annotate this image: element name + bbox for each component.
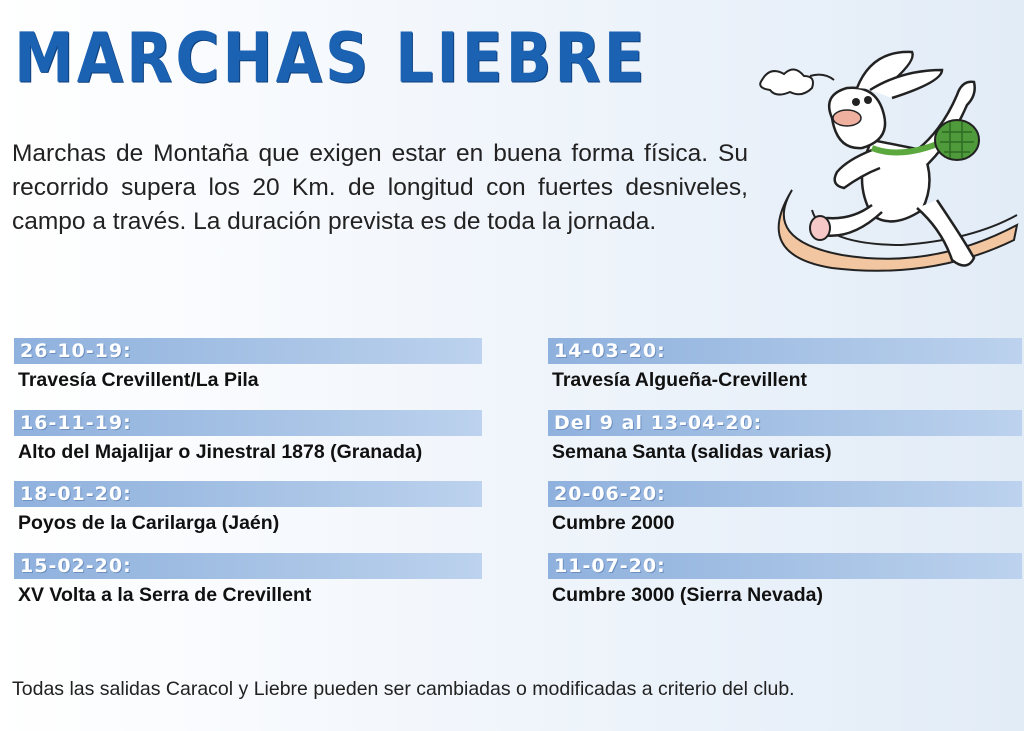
event-name: Cumbre 3000 (Sierra Nevada) (552, 583, 823, 606)
event-name: Semana Santa (salidas varias) (552, 440, 832, 463)
event-date: 15-02-20: (14, 553, 482, 579)
event-item (548, 338, 1022, 410)
event-item (14, 338, 482, 410)
events-column-left (14, 338, 482, 624)
event-name: Cumbre 2000 (552, 512, 675, 534)
event-item (14, 410, 482, 482)
event-date: 14-03-20: (548, 338, 1022, 364)
intro-paragraph: Marchas de Montaña que exigen estar en buena forma física. Su recorrido supera los 20 Km. de longitud con fuertes desniveles, campo a través. La duración prevista es de toda la jornada. (12, 140, 748, 235)
event-date: 26-10-19: (14, 338, 482, 364)
footer-note: Todas las salidas Caracol y Liebre pueden ser cambiadas o modificadas a criterio del club. (12, 678, 795, 700)
event-date: 16-11-19: (14, 410, 482, 436)
page-title: MARCHAS LIEBRE (14, 18, 648, 99)
event-item (548, 410, 1022, 482)
event-date: 18-01-20: (14, 481, 482, 507)
events-column-right (548, 338, 1022, 624)
event-item (548, 553, 1022, 625)
event-date: Del 9 al 13-04-20: (548, 410, 1022, 436)
event-name: XV Volta a la Serra de Crevillent (18, 583, 312, 606)
event-item (14, 553, 482, 625)
event-item (548, 481, 1022, 553)
running-hare-icon (752, 40, 1022, 275)
event-name: Alto del Majalijar o Jinestral 1878 (Granada) (18, 440, 423, 463)
event-name: Travesía Crevillent/La Pila (18, 369, 259, 391)
event-item (14, 481, 482, 553)
event-name: Travesía Algueña-Crevillent (552, 369, 808, 391)
event-name: Poyos de la Carilarga (Jaén) (18, 512, 280, 534)
event-date: 20-06-20: (548, 481, 1022, 507)
event-date: 11-07-20: (548, 553, 1022, 579)
